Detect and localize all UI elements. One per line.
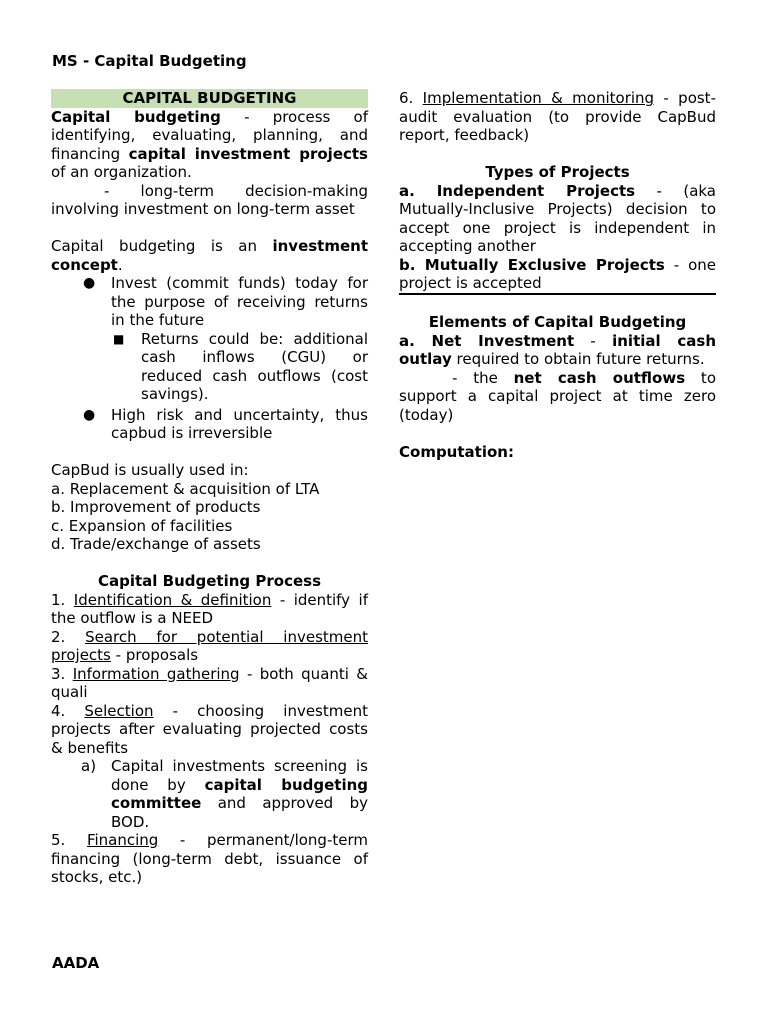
list-item: [51, 406, 368, 443]
uses-intro: CapBud is usually used in:: [51, 461, 249, 479]
process-step-4a: [51, 757, 368, 831]
term-investment-concept: investment concept: [51, 237, 368, 274]
definition-text: - process of identifying, evaluating, planning, and financing: [51, 107, 368, 163]
bullet-icon: ●: [83, 406, 96, 423]
step-title: Selection: [84, 701, 154, 720]
process-heading: Capital Budgeting Process: [98, 572, 321, 590]
definition-paragraph: [51, 108, 368, 182]
type-mutually-exclusive: [399, 256, 716, 295]
step-text: - both quanti & quali: [51, 664, 368, 701]
uses-item-c: c. Expansion of facilities: [51, 516, 233, 535]
step-text: - permanent/long-term financing (long-term debt, issuance of stocks, etc.): [51, 831, 368, 886]
process-step-6: [399, 89, 716, 145]
step-number: 5.: [51, 831, 87, 849]
definition-text-end: of an organization.: [51, 163, 192, 181]
concept-period: .: [117, 255, 123, 274]
dash-text-end: to support a capital project at time zero (today): [399, 368, 716, 424]
bullet-icon: ●: [83, 275, 96, 291]
step-text: - post-audit evaluation (to provide CapBud report, feedback): [399, 89, 716, 144]
step-text: - choosing investment projects after evaluating projected costs & benefits: [51, 701, 368, 757]
process-step-3: [51, 665, 368, 702]
concept-text: Capital budgeting is an: [51, 237, 273, 255]
step-text: - identify if the outflow is a NEED: [51, 590, 368, 627]
uses-item-b: b. Improvement of products: [51, 498, 261, 516]
left-column: [51, 89, 368, 887]
element-net-investment: [399, 332, 716, 369]
term-capital-investment-projects: capital investment projects: [128, 144, 368, 163]
list-item: [51, 274, 368, 330]
term-independent-projects: a. Independent Projects: [399, 181, 636, 200]
uses-item-a: a. Replacement & acquisition of LTA: [51, 479, 320, 498]
step-title: Implementation & monitoring: [422, 89, 655, 107]
process-step-2: [51, 628, 368, 665]
right-column: [399, 89, 716, 461]
process-step-5: [51, 831, 368, 887]
page-title: MS - Capital Budgeting: [52, 52, 247, 70]
term-net-cash-outflows: net cash outflows: [513, 368, 686, 387]
term-capital-budgeting-committee: capital budgeting committee: [111, 775, 368, 812]
element-separator: -: [574, 331, 613, 350]
step-number: 2.: [51, 627, 86, 646]
term-mutually-exclusive-projects: b. Mutually Exclusive Projects: [399, 255, 665, 274]
element-dash-line: [399, 369, 716, 425]
type-text: - one project is accepted: [399, 255, 716, 292]
term-initial-cash-outlay: initial cash outlay: [399, 331, 716, 368]
computation-heading: Computation:: [399, 442, 514, 461]
step-number: 3.: [51, 664, 73, 683]
uses-item-d: d. Trade/exchange of assets: [51, 535, 261, 553]
alpha-marker: a): [81, 757, 97, 775]
step-title: Financing: [86, 831, 159, 849]
term-capital-budgeting: Capital budgeting: [51, 107, 221, 126]
type-text: - (aka Mutually-Inclusive Projects) decision to accept one project is independent in accepting another: [399, 181, 716, 255]
footer-label: AADA: [52, 954, 100, 972]
term-net-investment: a. Net Investment: [399, 331, 575, 350]
step-4a-text: Capital investments screening is done by: [111, 757, 368, 794]
square-bullet-icon: ■: [113, 331, 125, 346]
step-4a-text-end: and approved by BOD.: [111, 794, 368, 831]
dash-text: - the: [452, 368, 514, 387]
step-number: 4.: [51, 701, 85, 720]
bullet-text: Invest (commit funds) today for the purpose of receiving returns in the future: [111, 274, 368, 329]
step-title: Search for potential investment projects: [51, 627, 368, 664]
bullet-text: High risk and uncertainty, thus capbud is irreversible: [111, 405, 368, 442]
step-number: 1.: [51, 590, 74, 609]
type-independent: [399, 182, 716, 256]
step-title: Identification & definition: [73, 590, 272, 609]
list-item: [51, 330, 368, 404]
process-step-4: [51, 702, 368, 758]
process-step-1: [51, 591, 368, 628]
step-text: - proposals: [110, 646, 199, 664]
types-heading: Types of Projects: [485, 163, 630, 181]
elements-heading: Elements of Capital Budgeting: [428, 313, 687, 331]
section-heading-capital-budgeting: CAPITAL BUDGETING: [51, 89, 368, 108]
step-title: Information gathering: [72, 664, 240, 683]
step-number: 6.: [399, 89, 423, 107]
sub-bullet-text: Returns could be: additional cash inflows (CGU) or reduced cash outflows (cost savings).: [141, 329, 368, 403]
investment-concept-paragraph: [51, 237, 368, 274]
definition-dash-line: - long-term decision-making involving investment on long-term asset: [51, 181, 368, 218]
element-text: required to obtain future returns.: [451, 350, 705, 368]
